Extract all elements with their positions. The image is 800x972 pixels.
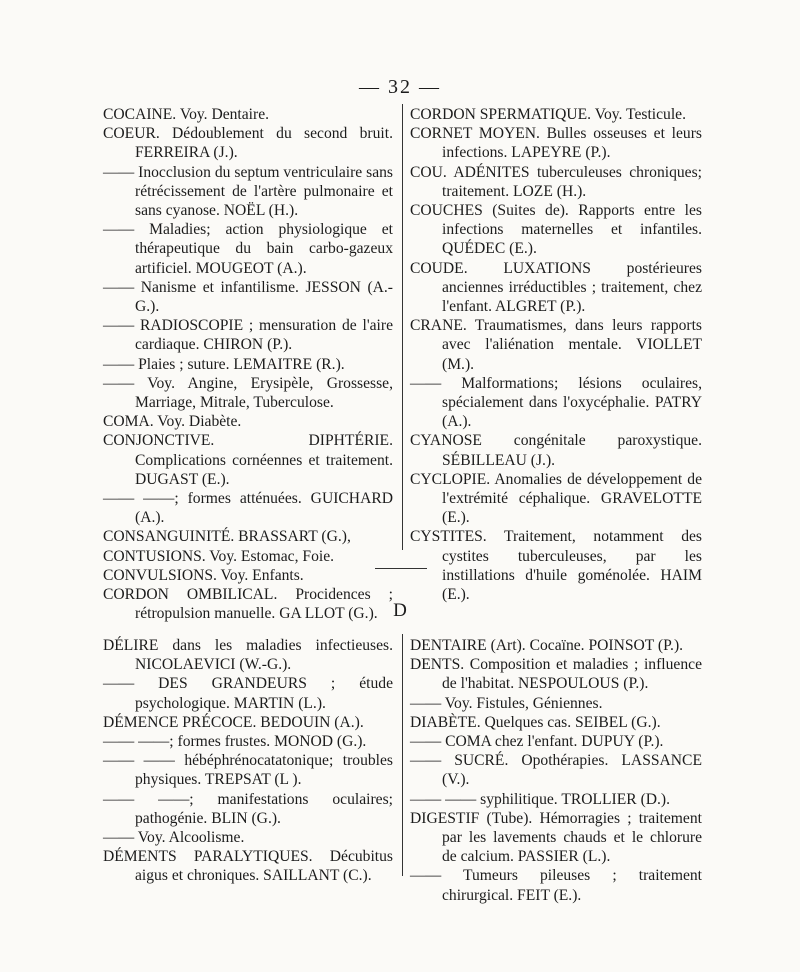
column-divider-top [402,104,403,550]
index-entry: CYSTITES. Traitement, notamment des cystites tuberculeuses, par les instillations d'huile goménolée. HAIM (E.). [410,528,702,604]
index-entry: DENTS. Composition et maladies ; influence de l'habitat. NESPOULOUS (P.). [410,656,702,693]
page-number: — 32 — [359,76,441,98]
index-entry: DÉLIRE dans les maladies infectieuses. NICOLAEVICI (W.-G.). [103,637,393,674]
column-divider-bottom [402,634,403,876]
index-entry: COUCHES (Suites de). Rapports entre les infections maternelles et infantiles. QUÉDEC (E.). [410,202,702,258]
index-entry: —— ——; manifestations oculaires; pathogénie. BLIN (G.). [103,790,393,827]
index-entry: —— Maladies; action physiologique et thérapeutique du bain carbo-gazeux artificiel. MOUGEOT (A.). [103,221,393,277]
index-entry: CONVULSIONS. Voy. Enfants. [103,566,304,584]
section-separator [375,568,427,569]
index-entry: —— ——; formes atténuées. GUICHARD (A.). [103,490,393,527]
index-entry: —— Inocclusion du septum ventriculaire sans rétrécissement de l'artère pulmonaire et sans cyanose. NOËL (H.). [103,163,393,220]
index-entry: —— Voy. Angine, Erysipèle, Grossesse, Marriage, Mitrale, Tuberculose. [103,374,393,412]
index-entry: COEUR. Dédoublement du second bruit. FERREIRA (J.). [103,125,393,162]
index-column-top-left [103,105,393,623]
index-entry: —— Voy. Alcoolisme. [103,829,245,847]
index-column-bottom-right [410,636,702,905]
index-entry: COU. ADÉNITES tuberculeuses chroniques; traitement. LOZE (H.). [410,163,702,200]
index-entry: —— Voy. Fistules, Géniennes. [410,694,603,712]
index-entry: DÉMENTS PARALYTIQUES. Décubitus aigus et chroniques. SAILLANT (C.). [103,848,393,885]
index-entry: —— Malformations; lésions oculaires, spécialement dans l'oxycéphalie. PATRY (A.). [410,374,702,431]
index-entry: —— SUCRÉ. Opothérapies. LASSANCE (V.). [410,752,702,789]
index-entry: CORDON SPERMATIQUE. Voy. Testicule. [410,106,687,123]
index-entry: —— COMA chez l'enfant. DUPUY (P.). [410,733,664,751]
index-entry: DENTAIRE (Art). Cocaïne. POINSOT (P.). [410,637,684,654]
index-entry: CYCLOPIE. Anomalies de développement de l'extrémité céphalique. GRAVELOTTE (E.). [410,470,702,527]
index-entry: DÉMENCE PRÉCOCE. BEDOUIN (A.). [103,713,364,731]
index-entry: CORDON OMBILICAL. Procidences ; rétropulsion manuelle. GA LLOT (G.). [103,586,393,623]
index-entry: —— Plaies ; suture. LEMAITRE (R.). [103,355,345,373]
index-entry: DIGESTIF (Tube). Hémorragies ; traitement par les lavements chauds et le chlorure de calcium. PASSIER (L.). [410,809,702,866]
index-entry: COMA. Voy. Diabète. [103,413,242,431]
index-entry: CONTUSIONS. Voy. Estomac, Foie. [103,547,335,565]
index-entry: —— Nanisme et infantilisme. JESSON (A.-G.). [103,278,393,316]
index-entry: COCAINE. Voy. Dentaire. [103,106,270,123]
index-entry: —— —— hébéphrénocatatonique; troubles physiques. TREPSAT (L ). [103,752,393,789]
index-entry: —— ——; formes frustes. MONOD (G.). [103,733,367,751]
section-letter: D [393,600,407,621]
index-entry: CORNET MOYEN. Bulles osseuses et leurs infections. LAPEYRE (P.). [410,125,702,162]
index-entry: COUDE. LUXATIONS postérieures anciennes irréductibles ; traitement, chez l'enfant. ALGRET (P.). [410,259,702,316]
index-entry: —— RADIOSCOPIE ; mensuration de l'aire cardiaque. CHIRON (P.). [103,317,393,354]
index-entry: CYANOSE congénitale paroxystique. SÉBILLEAU (J.). [410,432,702,469]
index-entry: —— Tumeurs pileuses ; traitement chirurgical. FEIT (E.). [410,867,702,904]
index-entry: CONJONCTIVE. DIPHTÉRIE. Complications cornéennes et traitement. DUGAST (E.). [103,432,393,488]
index-entry: —— —— syphilitique. TROLLIER (D.). [410,790,671,808]
index-entry: CRANE. Traumatismes, dans leurs rapports avec l'aliénation mentale. VIOLLET (M.). [410,317,702,373]
index-entry: CONSANGUINITÉ. BRASSART (G.), [103,528,351,546]
index-entry: —— DES GRANDEURS ; étude psychologique. MARTIN (L.). [103,675,393,712]
index-column-top-right [410,105,702,604]
index-column-bottom-left [103,636,393,886]
index-entry: DIABÈTE. Quelques cas. SEIBEL (G.). [410,713,661,731]
